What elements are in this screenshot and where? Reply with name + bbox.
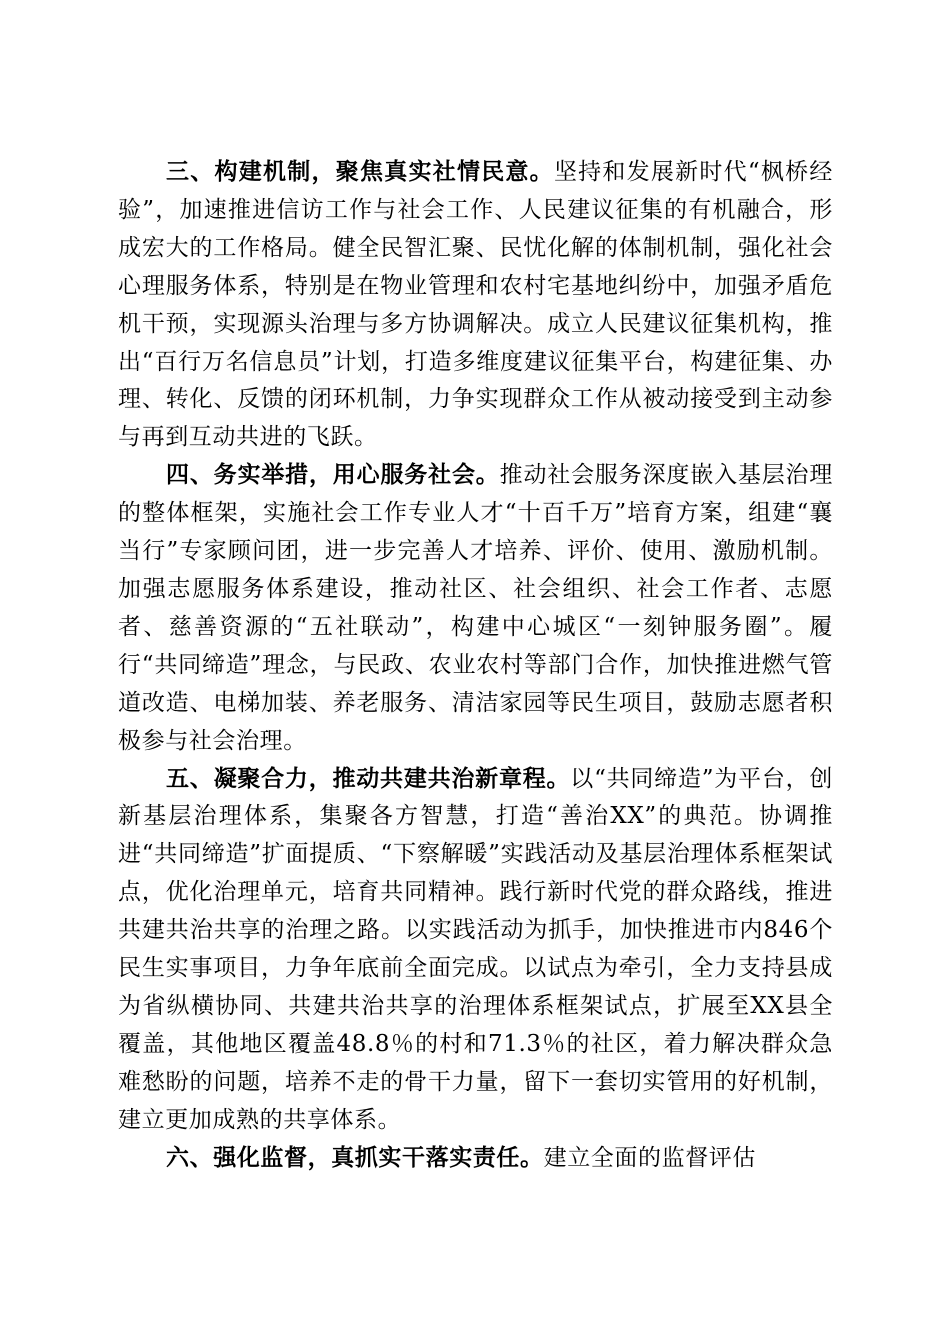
paragraph-3-heading: 三、构建机制，聚焦真实社情民意。 [166, 159, 554, 185]
paragraph-5 [118, 761, 833, 1140]
paragraph-5-heading: 五、凝聚合力，推动共建共治新章程。 [166, 765, 571, 792]
paragraph-4-heading: 四、务实举措，用心服务社会。 [166, 462, 500, 489]
paragraph-6-heading: 六、强化监督，真抓实干落实责任。 [166, 1144, 544, 1171]
paragraph-5-body: 以“共同缔造”为平台，创新基层治理体系，集聚各方智慧，打造“善治XX”的典范。协调推进“共同缔造”扩面提质、“下察解暖”实践活动及基层治理体系框架试点，优化治理单元，培育共同精神。践行新时代党的群众路线，推进共建共治共享的治理之路。以实践活动为抓手，加快推进市内846个民生实事项目，力争年底前全面完成。以试点为牵引，全力支持县成为省纵横协同、共建共治共享的治理体系框架试点，扩展至XX县全覆盖，其他地区覆盖48.8％的村和71.3％的社区，着力解决群众急难愁盼的问题，培养不走的骨干力量，留下一套切实管用的好机制，建立更加成熟的共享体系。 [118, 765, 834, 1133]
document-page [118, 154, 833, 1177]
paragraph-4-body: 推动社会服务深度嵌入基层治理的整体框架，实施社会工作专业人才“十百千万”培育方案，组建“襄当行”专家顾问团，进一步完善人才培养、评价、使用、激励机制。加强志愿服务体系建设，推动社区、社会组织、社会工作者、志愿者、慈善资源的“五社联动”，构建中心城区“一刻钟服务圈”。履行“共同缔造”理念，与民政、农业农村等部门合作，加快推进燃气管道改造、电梯加装、养老服务、清洁家园等民生项目，鼓励志愿者积极参与社会治理。 [118, 462, 833, 754]
paragraph-6-body: 建立全面的监督评估 [543, 1144, 757, 1171]
paragraph-4 [118, 457, 833, 760]
paragraph-3-body: 坚持和发展新时代“枫桥经验”，加速推进信访工作与社会工作、人民建议征集的有机融合，形成宏大的工作格局。健全民智汇聚、民忧化解的体制机制，强化社会心理服务体系，特别是在物业管理和农村宅基地纠纷中，加强矛盾危机干预，实现源头治理与多方协调解决。成立人民建议征集机构，推出“百行万名信息员”计划，打造多维度建议征集平台，构建征集、办理、转化、反馈的闭环机制，力争实现群众工作从被动接受到主动参与再到互动共进的飞跃。 [118, 159, 833, 451]
paragraph-3 [118, 154, 833, 457]
paragraph-6 [118, 1140, 833, 1178]
